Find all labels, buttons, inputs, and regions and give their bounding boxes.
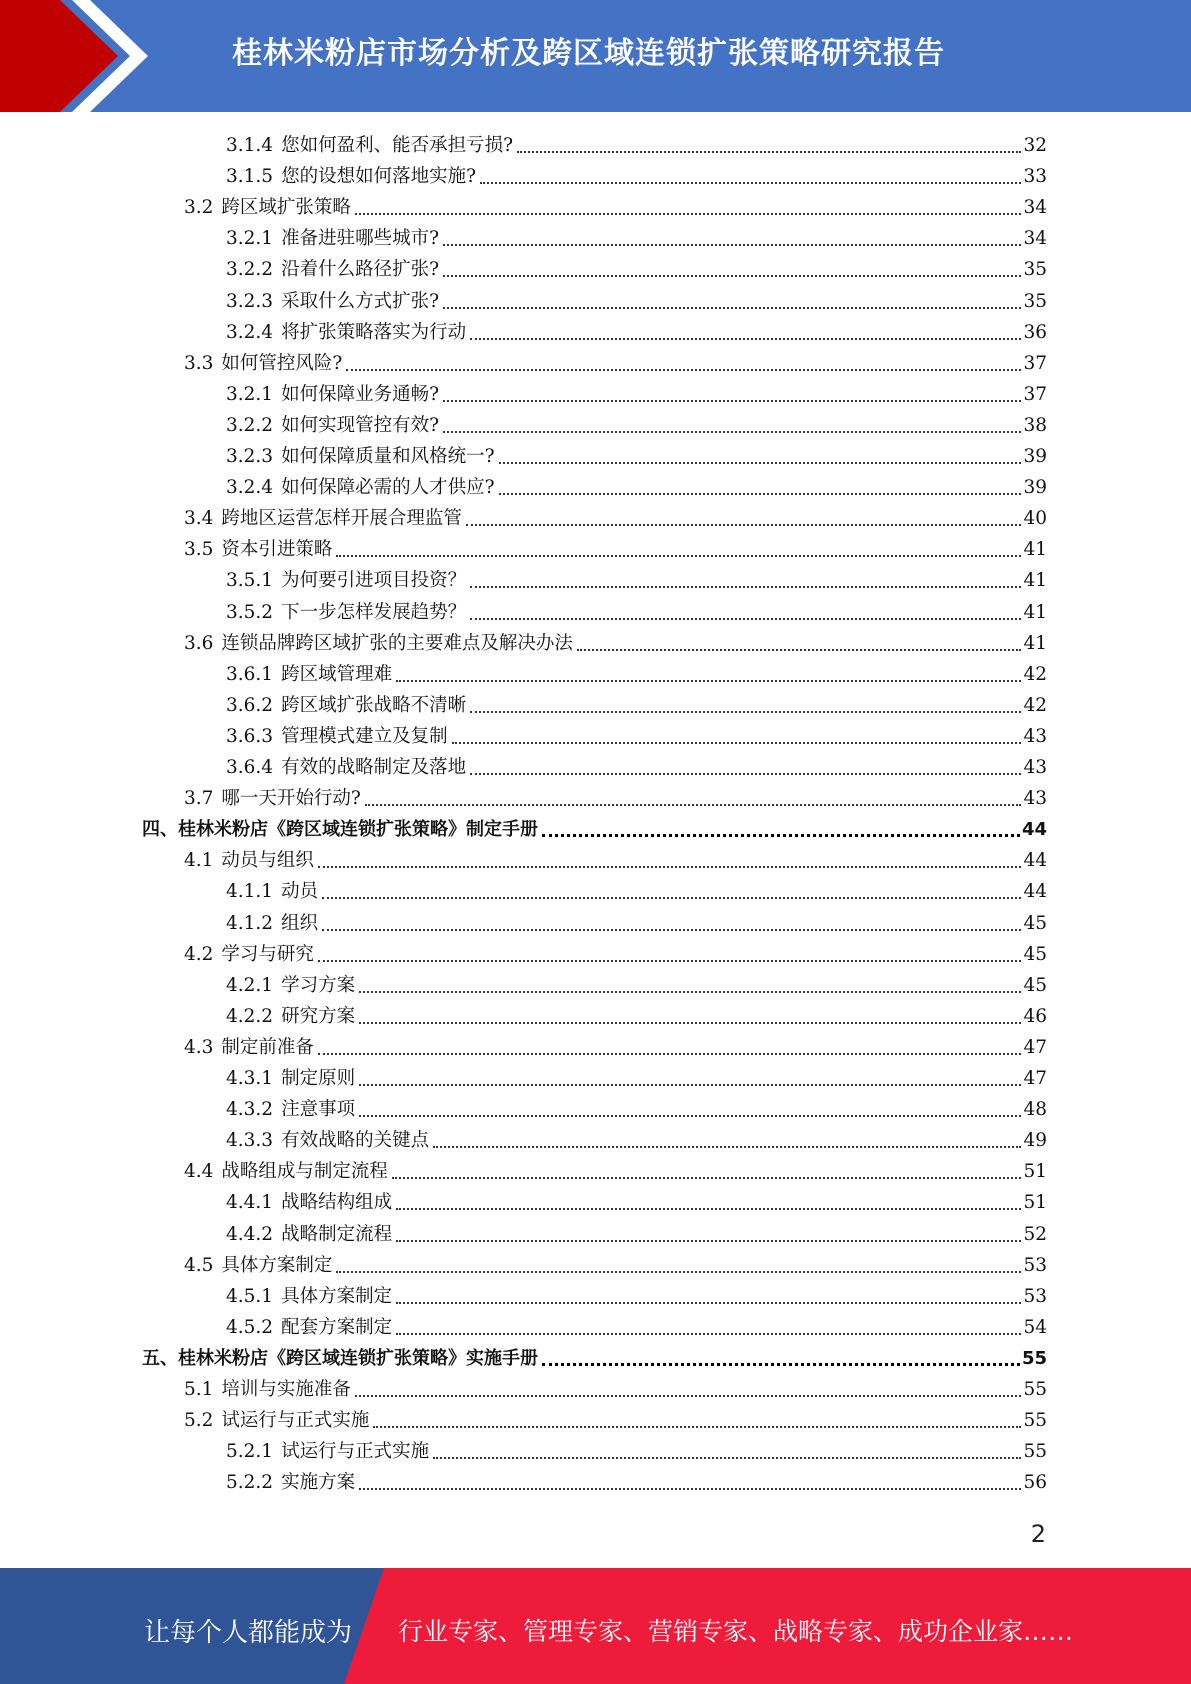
- toc-dot-leader: [396, 1333, 1021, 1335]
- toc-entry-page: 34: [1023, 197, 1047, 219]
- toc-entry-number: 4.3.3: [226, 1130, 274, 1152]
- page-footer: [0, 1568, 1191, 1684]
- toc-entry-title: 配套方案制定: [281, 1316, 393, 1338]
- toc-entry-number: 3.2.3: [226, 290, 274, 312]
- footer-slogan-right: 行业专家、管理专家、营销专家、战略专家、成功企业家……: [398, 1617, 1074, 1646]
- toc-entry-page: 35: [1023, 259, 1047, 281]
- toc-entry-page: 46: [1023, 1005, 1047, 1027]
- toc-entry-title: 跨区域管理难: [281, 663, 393, 685]
- toc-entry-number: 5.2.2: [226, 1472, 274, 1494]
- toc-entry-page: 53: [1023, 1254, 1047, 1276]
- toc-dot-leader: [577, 649, 1022, 651]
- toc-entry-title: 为何要引进项目投资？: [281, 570, 467, 592]
- toc-entry-number: 4.2.2: [226, 1005, 274, 1027]
- toc-entry-number: 3.6: [184, 632, 214, 654]
- toc-entry-title: 您如何盈利、能否承担亏损?: [281, 135, 513, 156]
- toc-entry-title: 跨区域扩张策略: [221, 197, 351, 219]
- toc-entry-page: 38: [1023, 414, 1047, 436]
- toc-entry-title: 动员与组织: [221, 850, 314, 872]
- toc-entry-number: 4.5.2: [226, 1316, 274, 1338]
- toc-entry-page: 32: [1023, 135, 1047, 156]
- toc-entry[interactable]: [226, 1091, 1047, 1122]
- toc-entry[interactable]: [184, 1247, 1047, 1278]
- toc-dot-leader: [452, 742, 1022, 744]
- toc-entry-title: 具体方案制定: [221, 1254, 333, 1276]
- toc-entry-title: 准备进驻哪些城市?: [281, 228, 439, 250]
- toc-entry[interactable]: [184, 500, 1047, 531]
- toc-entry-page: 40: [1023, 508, 1047, 530]
- toc-dot-leader: [336, 555, 1021, 557]
- toc-entry-page: 49: [1023, 1130, 1047, 1152]
- toc-entry-page: 42: [1023, 663, 1047, 685]
- toc-entry-page: 56: [1023, 1472, 1047, 1494]
- footer-slogan-left: 让每个人都能成为: [144, 1618, 353, 1648]
- toc-entry[interactable]: [226, 438, 1047, 469]
- toc-entry-page: 52: [1023, 1223, 1047, 1245]
- toc-entry-page: 43: [1023, 788, 1047, 810]
- toc-entry-title: 组织: [281, 912, 319, 934]
- toc-entry[interactable]: [184, 1029, 1047, 1060]
- toc-entry-title: 有效的战略制定及落地: [281, 757, 467, 778]
- toc-entry-number: 3.6.3: [226, 725, 274, 747]
- toc-entry[interactable]: [226, 1122, 1047, 1153]
- toc-entry[interactable]: [226, 594, 1047, 625]
- toc-entry-title: 下一步怎样发展趋势？: [281, 601, 467, 623]
- toc-entry-number: 5.2: [184, 1410, 214, 1432]
- toc-dot-leader: [470, 586, 1021, 588]
- toc-dot-leader: [433, 1146, 1021, 1148]
- toc-dot-leader: [396, 1240, 1021, 1242]
- toc-entry-number: 3.2.1: [226, 383, 274, 405]
- toc-entry-page: 47: [1023, 1068, 1047, 1089]
- toc-dot-leader: [318, 960, 1022, 962]
- toc-entry-page: 51: [1023, 1192, 1047, 1214]
- toc-entry-title: 如何实现管控有效?: [281, 414, 439, 436]
- toc-entry-number: 3.2.1: [226, 228, 274, 250]
- toc-entry[interactable]: [184, 189, 1047, 220]
- toc-dot-leader: [355, 213, 1022, 215]
- toc-entry-page: 36: [1023, 321, 1047, 343]
- toc-entry-page: 41: [1023, 570, 1047, 592]
- toc-entry[interactable]: [226, 873, 1047, 904]
- toc-dot-leader: [470, 618, 1021, 620]
- toc-entry-number: 4.1: [184, 850, 214, 872]
- toc-entry-page: 34: [1023, 228, 1047, 250]
- toc-dot-leader: [322, 929, 1021, 931]
- toc-entry[interactable]: [226, 1278, 1047, 1309]
- toc-dot-leader: [355, 1395, 1022, 1397]
- toc-entry-page: 41: [1023, 632, 1047, 654]
- toc-dot-leader: [396, 1208, 1021, 1210]
- toc-entry[interactable]: [226, 407, 1047, 438]
- toc-entry[interactable]: [226, 376, 1047, 407]
- toc-entry-number: 3.2.2: [226, 414, 274, 436]
- toc-entry[interactable]: [184, 531, 1047, 562]
- page-number: 2: [1030, 1520, 1046, 1548]
- toc-entry-number: 3.2.3: [226, 446, 274, 467]
- toc-entry-number: 3.5.2: [226, 601, 274, 623]
- toc-entry-number: 5.1: [184, 1379, 214, 1400]
- toc-entry[interactable]: [226, 687, 1047, 718]
- toc-dot-leader: [433, 1457, 1021, 1459]
- toc-entry-number: 4.1.1: [226, 881, 274, 903]
- toc-entry-page: 33: [1023, 166, 1047, 188]
- toc-entry-title: 研究方案: [281, 1005, 356, 1027]
- page-header: [0, 0, 1191, 112]
- toc-entry-number: 3.3: [184, 352, 214, 374]
- toc-entry[interactable]: [226, 283, 1047, 314]
- toc-dot-leader: [443, 431, 1021, 433]
- toc-entry-page: 55: [1023, 1379, 1047, 1400]
- toc-entry-page: 43: [1023, 725, 1047, 747]
- toc-entry-number: 3.2: [184, 197, 214, 219]
- toc-dot-leader: [318, 1053, 1022, 1055]
- report-title: 桂林米粉店市场分析及跨区域连锁扩张策略研究报告: [232, 36, 945, 71]
- toc-entry-title: 动员: [281, 881, 319, 903]
- toc-entry[interactable]: [184, 345, 1047, 376]
- toc-entry-page: 55: [1023, 1410, 1047, 1432]
- toc-dot-leader: [346, 369, 1021, 371]
- toc-entry-number: 3.7: [184, 788, 214, 810]
- toc-entry-number: 4.1.2: [226, 912, 274, 934]
- toc-entry-title: 资本引进策略: [221, 539, 333, 561]
- toc-entry-number: 3.1.5: [226, 166, 274, 188]
- toc-dot-leader: [322, 897, 1021, 899]
- toc-entry-title: 注意事项: [281, 1099, 356, 1121]
- toc-entry-title: 您的设想如何落地实施?: [281, 166, 476, 188]
- toc-entry[interactable]: [184, 936, 1047, 967]
- toc-entry-page: 55: [1021, 1347, 1047, 1369]
- toc-entry[interactable]: [226, 220, 1047, 251]
- toc-dot-leader: [365, 804, 1022, 806]
- header-chevron-icon: [0, 0, 160, 112]
- toc-entry-page: 43: [1023, 757, 1047, 778]
- toc-entry[interactable]: [226, 158, 1047, 189]
- toc-entry[interactable]: [226, 251, 1047, 282]
- toc-dot-leader: [443, 275, 1021, 277]
- toc-entry-number: 4.2: [184, 943, 214, 965]
- toc-entry[interactable]: [184, 625, 1047, 656]
- toc-dot-leader: [396, 680, 1021, 682]
- toc-entry[interactable]: [142, 1340, 1047, 1371]
- toc-entry[interactable]: [226, 967, 1047, 998]
- toc-dot-leader: [470, 338, 1021, 340]
- toc-entry[interactable]: [184, 842, 1047, 873]
- toc-entry-number: 3.2.4: [226, 321, 274, 343]
- toc-entry-title: 实施方案: [281, 1472, 356, 1494]
- toc-dot-leader: [373, 1426, 1021, 1428]
- toc-dot-leader: [466, 524, 1022, 526]
- toc-entry[interactable]: [226, 905, 1047, 936]
- toc-dot-leader: [499, 462, 1022, 464]
- toc-dot-leader: [359, 991, 1021, 993]
- toc-dot-leader: [443, 307, 1021, 309]
- toc-dot-leader: [499, 493, 1022, 495]
- toc-entry-page: 41: [1023, 539, 1047, 561]
- toc-entry[interactable]: [226, 998, 1047, 1029]
- toc-entry-page: 53: [1023, 1285, 1047, 1307]
- toc-dot-leader: [443, 400, 1021, 402]
- toc-entry-number: 3.4: [184, 508, 214, 530]
- toc-entry-page: 55: [1023, 1441, 1047, 1463]
- toc-entry[interactable]: [226, 1309, 1047, 1340]
- toc-entry[interactable]: [226, 469, 1047, 500]
- toc-dot-leader: [470, 711, 1021, 713]
- toc-entry-number: 3.6.1: [226, 663, 274, 685]
- toc-entry[interactable]: [184, 1402, 1047, 1433]
- toc-entry-number: 4.4.2: [226, 1223, 274, 1245]
- toc-entry-title: 具体方案制定: [281, 1285, 393, 1307]
- toc-entry-title: 有效战略的关键点: [281, 1130, 430, 1152]
- toc-entry-title: 哪一天开始行动?: [221, 788, 361, 810]
- toc-entry-title: 制定原则: [281, 1068, 356, 1089]
- toc-dot-leader: [359, 1084, 1021, 1086]
- toc-entry-page: 45: [1023, 974, 1047, 996]
- toc-dot-leader: [517, 151, 1021, 153]
- toc-dot-leader: [392, 1177, 1022, 1179]
- toc-entry[interactable]: [226, 1060, 1047, 1091]
- toc-entry-title: 如何保障业务通畅?: [281, 383, 439, 405]
- toc-entry-title: 学习与研究: [221, 943, 314, 965]
- toc-entry-title: 培训与实施准备: [221, 1379, 351, 1400]
- toc-dot-leader: [359, 1488, 1021, 1490]
- toc-entry-number: 4.3.2: [226, 1099, 274, 1121]
- toc-entry-title: 如何保障必需的人才供应?: [281, 477, 495, 499]
- toc-entry-page: 45: [1023, 912, 1047, 934]
- toc-dot-leader: [470, 773, 1021, 775]
- toc-entry-number: 4.4: [184, 1161, 214, 1183]
- toc-dot-leader: [359, 1115, 1021, 1117]
- toc-entry-title: 学习方案: [281, 974, 356, 996]
- toc-entry-page: 45: [1023, 943, 1047, 965]
- toc-entry-page: 37: [1023, 383, 1047, 405]
- toc-entry-number: 4.4.1: [226, 1192, 274, 1214]
- toc-dot-leader: [542, 1363, 1020, 1366]
- toc-entry[interactable]: [184, 1153, 1047, 1184]
- toc-entry[interactable]: [226, 656, 1047, 687]
- toc-entry-title: 跨地区运营怎样开展合理监管: [221, 508, 462, 530]
- toc-entry-page: 41: [1023, 601, 1047, 623]
- toc-entry-page: 44: [1023, 850, 1047, 872]
- toc-dot-leader: [542, 834, 1020, 837]
- toc-entry[interactable]: [226, 127, 1047, 158]
- toc-entry-number: 3.5.1: [226, 570, 274, 592]
- toc-entry-page: 35: [1023, 290, 1047, 312]
- toc-dot-leader: [318, 866, 1022, 868]
- toc-entry[interactable]: [226, 1184, 1047, 1215]
- toc-entry-title: 战略结构组成: [281, 1192, 393, 1214]
- toc-entry-page: 54: [1023, 1316, 1047, 1338]
- toc-dot-leader: [480, 182, 1021, 184]
- toc-entry-title: 四、桂林米粉店《跨区域连锁扩张策略》制定手册: [142, 819, 538, 841]
- toc-entry-page: 48: [1023, 1099, 1047, 1121]
- toc-dot-leader: [359, 1022, 1021, 1024]
- toc-entry-number: 3.2.2: [226, 259, 274, 281]
- toc-entry-number: 4.5.1: [226, 1285, 274, 1307]
- toc-entry-number: 3.2.4: [226, 477, 274, 499]
- toc-entry-title: 战略组成与制定流程: [221, 1161, 388, 1183]
- toc-entry-number: 3.5: [184, 539, 214, 561]
- toc-entry-title: 采取什么方式扩张?: [281, 290, 439, 312]
- toc-entry-number: 4.3: [184, 1036, 214, 1058]
- toc-entry-title: 连锁品牌跨区域扩张的主要难点及解决办法: [221, 632, 573, 654]
- toc-entry-title: 试运行与正式实施: [221, 1410, 370, 1432]
- toc-entry-number: 4.3.1: [226, 1068, 274, 1089]
- toc-entry-title: 如何保障质量和风格统一?: [281, 446, 495, 467]
- toc-entry-title: 沿着什么路径扩张?: [281, 259, 439, 281]
- toc-entry-title: 试运行与正式实施: [281, 1441, 430, 1463]
- toc-entry-title: 跨区域扩张战略不清晰: [281, 694, 467, 716]
- toc-entry-page: 39: [1023, 446, 1047, 467]
- toc-entry[interactable]: [142, 811, 1047, 842]
- toc-dot-leader: [396, 1302, 1021, 1304]
- toc-entry[interactable]: [226, 1433, 1047, 1464]
- toc-entry-number: 3.6.4: [226, 757, 274, 778]
- toc-entry-title: 将扩张策略落实为行动: [281, 321, 467, 343]
- toc-entry-number: 5.2.1: [226, 1441, 274, 1463]
- toc-entry[interactable]: [226, 1216, 1047, 1247]
- toc-entry[interactable]: [184, 1371, 1047, 1402]
- toc-entry[interactable]: [226, 562, 1047, 593]
- toc-dot-leader: [443, 244, 1021, 246]
- toc-entry-title: 制定前准备: [221, 1036, 314, 1058]
- toc-entry-title: 如何管控风险?: [221, 352, 343, 374]
- toc-entry-title: 管理模式建立及复制: [281, 725, 448, 747]
- toc-entry-page: 37: [1023, 352, 1047, 374]
- toc-entry-page: 44: [1023, 881, 1047, 903]
- toc-entry-number: 3.6.2: [226, 694, 274, 716]
- toc-dot-leader: [336, 1271, 1021, 1273]
- toc-entry-title: 战略制定流程: [281, 1223, 393, 1245]
- toc-entry[interactable]: [226, 749, 1047, 780]
- toc-entry[interactable]: [226, 314, 1047, 345]
- toc-entry-number: 3.1.4: [226, 135, 274, 156]
- toc-entry-page: 44: [1021, 819, 1047, 841]
- toc-entry[interactable]: [184, 780, 1047, 811]
- toc-entry-page: 51: [1023, 1161, 1047, 1183]
- toc-entry-page: 42: [1023, 694, 1047, 716]
- toc-entry-title: 五、桂林米粉店《跨区域连锁扩张策略》实施手册: [142, 1347, 538, 1369]
- toc-entry-number: 4.5: [184, 1254, 214, 1276]
- toc-entry[interactable]: [226, 718, 1047, 749]
- toc-entry-page: 47: [1023, 1036, 1047, 1058]
- toc-entry-number: 4.2.1: [226, 974, 274, 996]
- toc-entry[interactable]: [226, 1464, 1047, 1495]
- toc-entry-page: 39: [1023, 477, 1047, 499]
